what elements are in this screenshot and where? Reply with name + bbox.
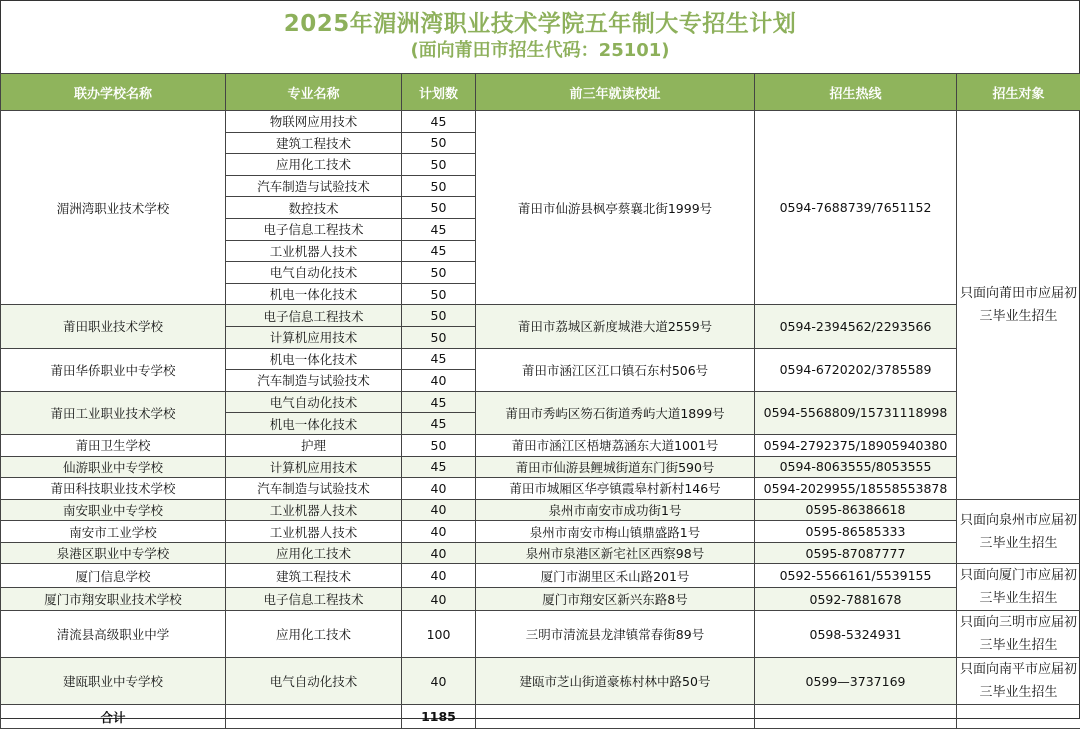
table-row <box>1 587 1080 611</box>
total-value: 1185 <box>402 705 476 729</box>
hotline-cell: 0594-2394562/2293566 <box>755 305 957 348</box>
table-header-row <box>1 74 1080 111</box>
table-row <box>1 611 1080 658</box>
address-cell: 莆田市荔城区新度城港大道2559号 <box>476 305 755 348</box>
plan-count-cell: 50 <box>402 434 476 456</box>
table-row <box>1 499 1080 521</box>
enrollment-table <box>0 73 1080 729</box>
target-cell: 只面向莆田市应届初三毕业生招生 <box>957 111 1080 500</box>
table-row <box>1 658 1080 705</box>
hotline-cell: 0599—3737169 <box>755 658 957 705</box>
plan-count-cell: 50 <box>402 175 476 197</box>
total-empty-cell <box>755 705 957 729</box>
total-empty-cell <box>957 705 1080 729</box>
total-label: 合计 <box>1 705 226 729</box>
address-cell: 莆田市涵江区江口镇石东村506号 <box>476 348 755 391</box>
address-cell: 厦门市湖里区禾山路201号 <box>476 564 755 588</box>
table-row <box>1 456 1080 478</box>
major-name-cell: 计算机应用技术 <box>226 326 402 348</box>
school-name-cell: 莆田职业技术学校 <box>1 305 226 348</box>
major-name-cell: 护理 <box>226 434 402 456</box>
hotline-cell: 0594-2029955/18558553878 <box>755 478 957 500</box>
school-name-cell: 莆田华侨职业中专学校 <box>1 348 226 391</box>
table-row <box>1 111 1080 133</box>
major-name-cell: 电气自动化技术 <box>226 262 402 284</box>
plan-count-cell: 40 <box>402 658 476 705</box>
col-header-address: 前三年就读校址 <box>476 74 755 111</box>
plan-count-cell: 50 <box>402 132 476 154</box>
total-row <box>1 705 1080 729</box>
address-cell: 泉州市泉港区新宅社区西察98号 <box>476 542 755 564</box>
page-title: 2025年湄洲湾职业技术学院五年制大专招生计划 <box>1 1 1079 39</box>
address-cell: 泉州市南安市梅山镇鼎盛路1号 <box>476 521 755 543</box>
table-row <box>1 305 1080 327</box>
hotline-cell: 0595-87087777 <box>755 542 957 564</box>
school-name-cell: 莆田工业职业技术学校 <box>1 391 226 434</box>
hotline-cell: 0594-2792375/18905940380 <box>755 434 957 456</box>
col-header-plan: 计划数 <box>402 74 476 111</box>
table-row <box>1 542 1080 564</box>
major-name-cell: 工业机器人技术 <box>226 499 402 521</box>
plan-count-cell: 45 <box>402 391 476 413</box>
major-name-cell: 建筑工程技术 <box>226 132 402 154</box>
address-cell: 莆田市仙游县鲤城街道东门街590号 <box>476 456 755 478</box>
school-name-cell: 南安市工业学校 <box>1 521 226 543</box>
plan-count-cell: 40 <box>402 370 476 392</box>
target-cell: 只面向泉州市应届初三毕业生招生 <box>957 499 1080 564</box>
school-name-cell: 湄洲湾职业技术学校 <box>1 111 226 305</box>
plan-count-cell: 45 <box>402 111 476 133</box>
hotline-cell: 0595-86585333 <box>755 521 957 543</box>
table-row <box>1 521 1080 543</box>
target-cell: 只面向厦门市应届初三毕业生招生 <box>957 564 1080 611</box>
major-name-cell: 应用化工技术 <box>226 154 402 176</box>
plan-count-cell: 50 <box>402 283 476 305</box>
plan-count-cell: 45 <box>402 413 476 435</box>
page-subtitle: (面向莆田市招生代码：25101) <box>1 39 1079 70</box>
plan-count-cell: 40 <box>402 564 476 588</box>
major-name-cell: 汽车制造与试验技术 <box>226 478 402 500</box>
school-name-cell: 泉港区职业中专学校 <box>1 542 226 564</box>
col-header-hotline: 招生热线 <box>755 74 957 111</box>
plan-count-cell: 40 <box>402 478 476 500</box>
major-name-cell: 电子信息工程技术 <box>226 587 402 611</box>
hotline-cell: 0592-5566161/5539155 <box>755 564 957 588</box>
total-empty-cell <box>226 705 402 729</box>
plan-count-cell: 100 <box>402 611 476 658</box>
school-name-cell: 莆田科技职业技术学校 <box>1 478 226 500</box>
major-name-cell: 电子信息工程技术 <box>226 218 402 240</box>
table-body <box>1 111 1080 729</box>
address-cell: 莆田市秀屿区笏石街道秀屿大道1899号 <box>476 391 755 434</box>
target-cell: 只面向三明市应届初三毕业生招生 <box>957 611 1080 658</box>
plan-count-cell: 45 <box>402 218 476 240</box>
school-name-cell: 清流县高级职业中学 <box>1 611 226 658</box>
plan-count-cell: 50 <box>402 326 476 348</box>
table-row <box>1 434 1080 456</box>
plan-count-cell: 45 <box>402 456 476 478</box>
school-name-cell: 厦门信息学校 <box>1 564 226 588</box>
major-name-cell: 数控技术 <box>226 197 402 219</box>
plan-count-cell: 50 <box>402 262 476 284</box>
school-name-cell: 建瓯职业中专学校 <box>1 658 226 705</box>
major-name-cell: 机电一体化技术 <box>226 283 402 305</box>
major-name-cell: 工业机器人技术 <box>226 521 402 543</box>
major-name-cell: 汽车制造与试验技术 <box>226 370 402 392</box>
plan-count-cell: 50 <box>402 305 476 327</box>
address-cell: 泉州市南安市成功街1号 <box>476 499 755 521</box>
plan-count-cell: 40 <box>402 542 476 564</box>
address-cell: 建瓯市芝山街道豪栋村林中路50号 <box>476 658 755 705</box>
hotline-cell: 0594-6720202/3785589 <box>755 348 957 391</box>
col-header-major: 专业名称 <box>226 74 402 111</box>
hotline-cell: 0592-7881678 <box>755 587 957 611</box>
hotline-cell: 0595-86386618 <box>755 499 957 521</box>
hotline-cell: 0594-5568809/15731118998 <box>755 391 957 434</box>
table-row <box>1 478 1080 500</box>
plan-count-cell: 45 <box>402 348 476 370</box>
major-name-cell: 电气自动化技术 <box>226 391 402 413</box>
table-row <box>1 391 1080 413</box>
hotline-cell: 0594-8063555/8053555 <box>755 456 957 478</box>
target-cell: 只面向南平市应届初三毕业生招生 <box>957 658 1080 705</box>
address-cell: 厦门市翔安区新兴东路8号 <box>476 587 755 611</box>
plan-count-cell: 40 <box>402 587 476 611</box>
total-empty-cell <box>476 705 755 729</box>
plan-count-cell: 50 <box>402 154 476 176</box>
major-name-cell: 机电一体化技术 <box>226 413 402 435</box>
col-header-target: 招生对象 <box>957 74 1080 111</box>
major-name-cell: 电气自动化技术 <box>226 658 402 705</box>
table-row <box>1 564 1080 588</box>
hotline-cell: 0594-7688739/7651152 <box>755 111 957 305</box>
major-name-cell: 工业机器人技术 <box>226 240 402 262</box>
plan-count-cell: 40 <box>402 521 476 543</box>
school-name-cell: 南安职业中专学校 <box>1 499 226 521</box>
school-name-cell: 仙游职业中专学校 <box>1 456 226 478</box>
plan-count-cell: 50 <box>402 197 476 219</box>
plan-count-cell: 45 <box>402 240 476 262</box>
plan-count-cell: 40 <box>402 499 476 521</box>
major-name-cell: 物联网应用技术 <box>226 111 402 133</box>
major-name-cell: 应用化工技术 <box>226 542 402 564</box>
col-header-school: 联办学校名称 <box>1 74 226 111</box>
school-name-cell: 莆田卫生学校 <box>1 434 226 456</box>
major-name-cell: 计算机应用技术 <box>226 456 402 478</box>
school-name-cell: 厦门市翔安职业技术学校 <box>1 587 226 611</box>
address-cell: 莆田市仙游县枫亭蔡襄北街1999号 <box>476 111 755 305</box>
table-row <box>1 348 1080 370</box>
major-name-cell: 汽车制造与试验技术 <box>226 175 402 197</box>
major-name-cell: 建筑工程技术 <box>226 564 402 588</box>
major-name-cell: 电子信息工程技术 <box>226 305 402 327</box>
address-cell: 莆田市涵江区梧塘荔涵东大道1001号 <box>476 434 755 456</box>
major-name-cell: 机电一体化技术 <box>226 348 402 370</box>
major-name-cell: 应用化工技术 <box>226 611 402 658</box>
address-cell: 莆田市城厢区华亭镇霞皋村新村146号 <box>476 478 755 500</box>
address-cell: 三明市清流县龙津镇常春街89号 <box>476 611 755 658</box>
hotline-cell: 0598-5324931 <box>755 611 957 658</box>
